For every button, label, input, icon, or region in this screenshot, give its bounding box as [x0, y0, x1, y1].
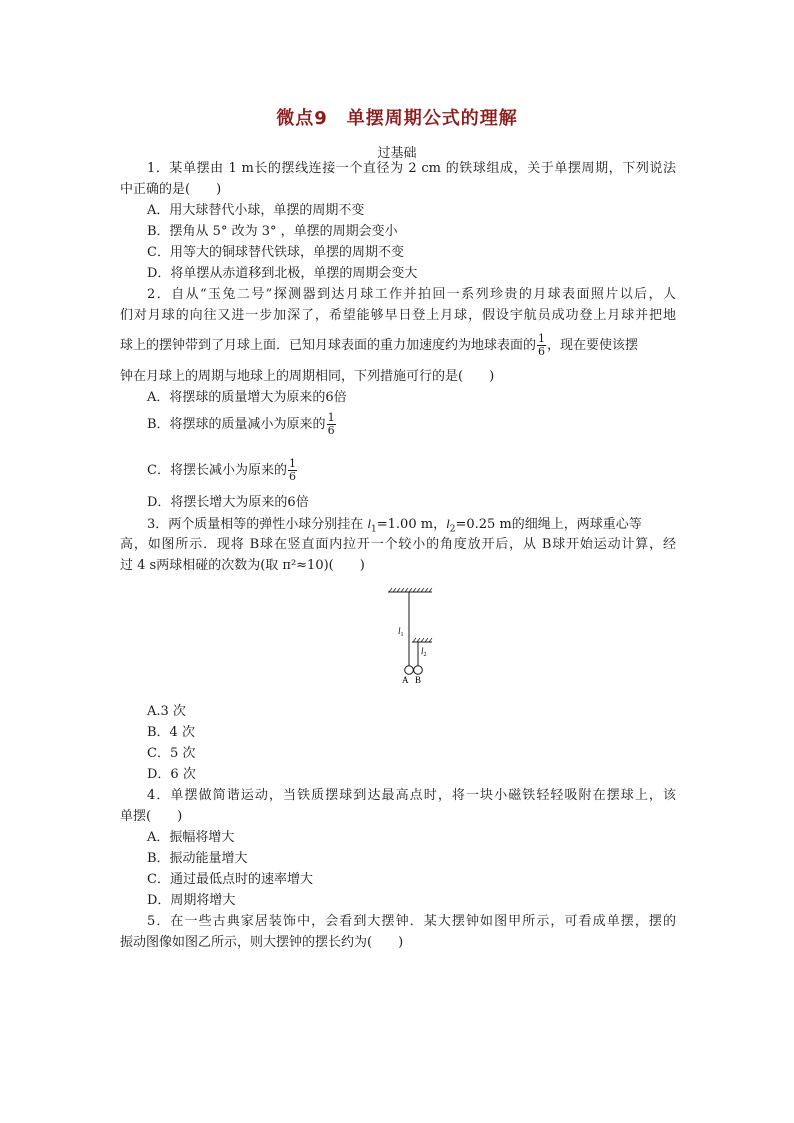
q3-option-b: B．4 次 — [147, 725, 195, 740]
q2-option-c — [147, 458, 298, 483]
q3-stem-text-b: =1.00 m， — [376, 517, 447, 532]
ball-a — [405, 666, 414, 675]
q3-stem-text-a: 3．两个质量相等的弹性小球分别挂在 — [147, 517, 368, 532]
q2-stem-line4: 钟在月球上的周期与地球上的周期相同，下列措施可行的是( ) — [120, 369, 495, 384]
q1-stem-line2: 中正确的是( ) — [120, 182, 222, 197]
label-a: A — [402, 675, 409, 685]
q4-option-b: B．振动能量增大 — [147, 851, 248, 866]
fraction-denominator: 6 — [538, 345, 546, 358]
fraction — [327, 412, 336, 437]
l1-subscript: 1 — [371, 524, 377, 535]
fraction — [288, 458, 297, 483]
q2-stem-line3-text-a: 球上的摆钟带到了月球上面．已知月球表面的重力加速度约为地球表面的 — [120, 338, 537, 353]
top-support-hatch — [389, 588, 432, 592]
q2-option-b-text: B．将摆球的质量减小为原来的 — [147, 417, 326, 432]
page-title: 微点9 单摆周期公式的理解 — [276, 108, 518, 129]
fraction-denominator: 6 — [327, 424, 335, 437]
q1-stem-line1: 1．某单摆由 1 m长的摆线连接一个直径为 2 cm 的铁球组成，关于单摆周期，下列说法 — [147, 161, 676, 176]
q2-stem-line2: 们对月球的向往又进一步加深了，希望能够早日登上月球，假设宇航员成功登上月球并把地 — [120, 308, 676, 323]
q3-option-a: A.3 次 — [147, 704, 186, 719]
q2-option-d: D．将摆长增大为原来的6倍 — [147, 495, 309, 510]
q2-option-b — [147, 412, 337, 437]
q1-option-c: C．用等大的铜球替代铁球，单摆的周期不变 — [147, 245, 404, 260]
q4-option-c: C．通过最低点时的速率增大 — [147, 872, 313, 887]
l2-symbol: l — [446, 516, 450, 531]
pendulum-figure — [380, 586, 450, 686]
fraction-numerator: 1 — [327, 411, 335, 424]
q4-option-d: D．周期将增大 — [147, 893, 236, 908]
q1-option-d: D．将单摆从赤道移到北极，单摆的周期会变大 — [147, 266, 418, 281]
fraction — [537, 333, 546, 358]
second-support-hatch — [413, 638, 432, 642]
q3-option-c: C．5 次 — [147, 746, 196, 761]
q4-stem-line1: 4．单摆做简谐运动，当铁质摆球到达最高点时，将一块小磁铁轻轻吸附在摆球上，该 — [147, 788, 676, 803]
label-b: B — [415, 675, 422, 685]
q3-option-d: D．6 次 — [147, 767, 196, 782]
fraction-numerator: 1 — [538, 332, 546, 345]
section-heading: 过基础 — [377, 146, 417, 161]
fraction-denominator: 6 — [288, 470, 296, 483]
q3-stem-text-c: =0.25 m的细绳上，两球重心等 — [455, 517, 642, 532]
q2-stem-line3-text-b: ，现在要使该摆 — [547, 338, 639, 353]
q2-stem-line3 — [120, 333, 638, 358]
l2-subscript: 2 — [449, 524, 456, 535]
l1-symbol: l — [367, 516, 372, 531]
q2-option-c-text: C．将摆长减小为原来的 — [147, 463, 287, 478]
q3-stem-line3: 过 4 s两球相碰的次数为(取 π²≈10)( ) — [120, 558, 365, 573]
q3-stem-line2: 高，如图所示．现将 B球在竖直面内拉开一个较小的角度放开后，从 B球开始运动计算，经 — [120, 537, 676, 552]
q5-stem-line2: 振动图像如图乙所示，则大摆钟的摆长约为( ) — [120, 935, 404, 950]
q1-option-a: A．用大球替代小球，单摆的周期不变 — [147, 203, 365, 218]
fraction-numerator: 1 — [288, 457, 296, 470]
q1-option-b: B．摆角从 5° 改为 3° ，单摆的周期会变小 — [147, 224, 398, 239]
q5-stem-line1: 5．在一些古典家居装饰中，会看到大摆钟．某大摆钟如图甲所示，可看成单摆，摆的 — [147, 914, 676, 929]
label-l1: $l_1$ — [398, 626, 404, 638]
q4-option-a: A．振幅将增大 — [147, 830, 235, 845]
q4-stem-line2: 单摆( ) — [120, 809, 183, 824]
ball-b — [414, 666, 423, 675]
q2-option-a: A．将摆球的质量增大为原来的6倍 — [147, 390, 347, 405]
label-l2: $l_2$ — [421, 646, 427, 658]
q2-stem-line1: 2．自从“玉兔二号”探测器到达月球工作并拍回一系列珍贵的月球表面照片以后，人 — [147, 287, 676, 302]
